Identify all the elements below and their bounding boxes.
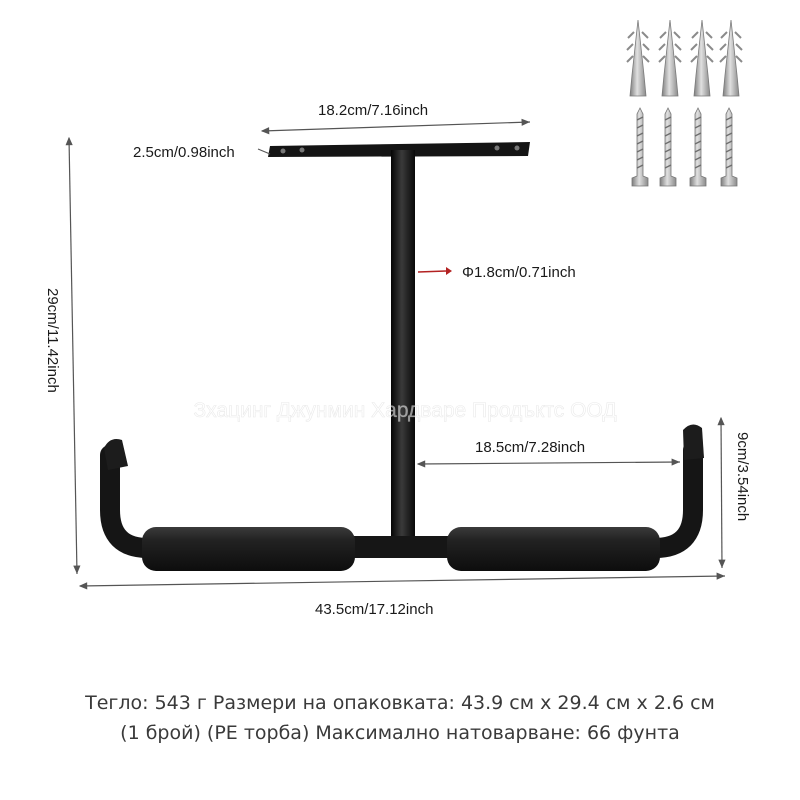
total-width-label: 43.5cm/17.12inch bbox=[315, 601, 434, 618]
plate-thickness-label: 2.5cm/0.98inch bbox=[133, 144, 235, 161]
screw bbox=[660, 108, 676, 186]
caption-line-2: (1 брой) (PE торба) Максимално натоварване: 66 фунта bbox=[120, 722, 680, 744]
arm-length-label: 18.5cm/7.28inch bbox=[475, 439, 586, 456]
anchor-plug bbox=[659, 20, 681, 96]
screws bbox=[632, 108, 737, 186]
total-width-line bbox=[80, 576, 725, 586]
anchor-plug bbox=[691, 20, 713, 96]
total-height-label: 29cm/11.42inch bbox=[44, 288, 61, 393]
arm-length-line bbox=[418, 462, 680, 464]
hook-height-label: 9cm/3.54inch bbox=[734, 432, 751, 522]
anchor-plug bbox=[720, 20, 742, 96]
diameter-pointer bbox=[418, 271, 446, 272]
top-width-line bbox=[262, 122, 530, 131]
foam-sleeve-left bbox=[142, 527, 355, 571]
screw bbox=[632, 108, 648, 186]
hook-height-line bbox=[721, 418, 722, 568]
watermark: Зхацинг Джунмин Хардваре Продъктс ООД bbox=[193, 399, 617, 422]
tube-diameter-label: Φ1.8cm/0.71inch bbox=[462, 264, 576, 281]
top-width-label: 18.2cm/7.16inch bbox=[318, 102, 429, 119]
anchor-plug bbox=[627, 20, 649, 96]
foam-sleeve-right bbox=[447, 527, 660, 571]
wall-anchors bbox=[627, 20, 742, 96]
caption-line-1: Тегло: 543 г Размери на опаковката: 43.9 см x 29.4 см x 2.6 см bbox=[85, 692, 715, 714]
ceiling-bracket bbox=[104, 142, 704, 571]
screw bbox=[690, 108, 706, 186]
vertical-tube bbox=[391, 150, 415, 545]
screw bbox=[721, 108, 737, 186]
product-caption bbox=[20, 688, 780, 748]
plate-thickness-pointer bbox=[258, 149, 270, 154]
total-height-line bbox=[69, 138, 77, 574]
